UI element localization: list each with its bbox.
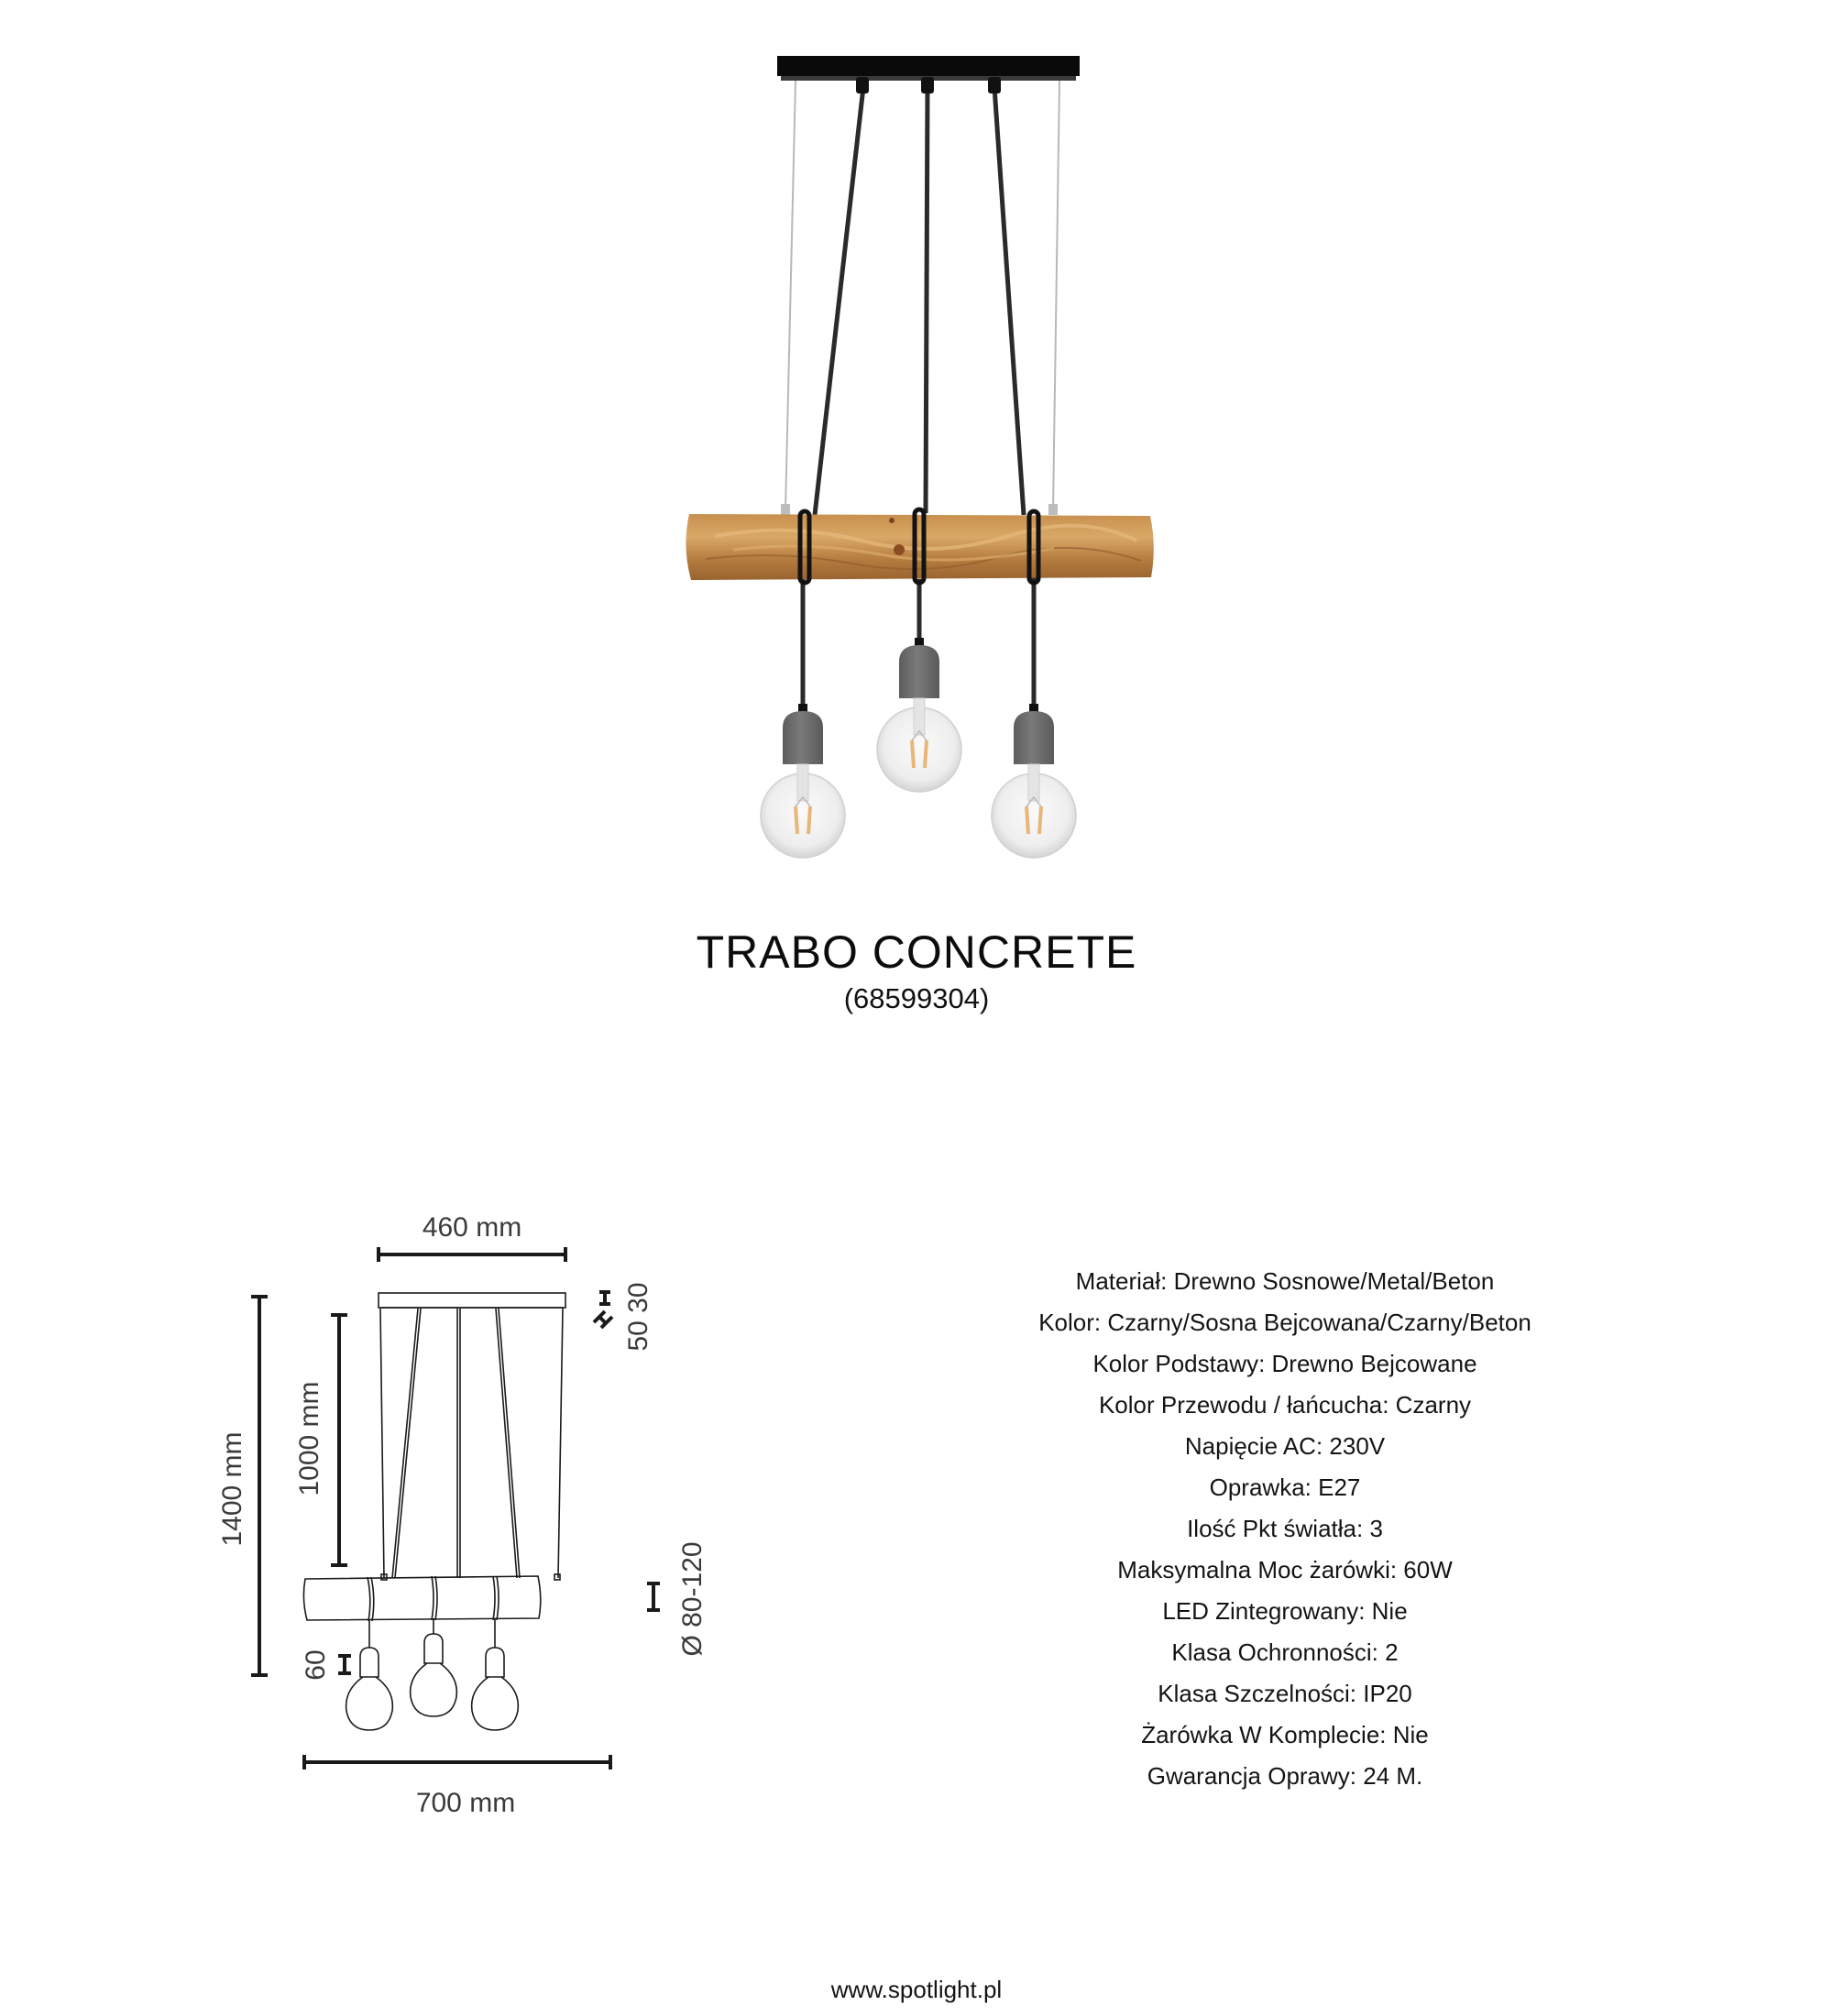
spec-item: Gwarancja Oprawy: 24 M. [1147,1762,1423,1790]
dim-label-width-top: 460 mm [422,1212,522,1243]
dim-label-height-cable: 1000 mm [294,1381,324,1496]
spec-item: Maksymalna Moc żarówki: 60W [1117,1556,1453,1583]
spec-item: Klasa Ochronności: 2 [1171,1638,1399,1666]
pendant-bulb-icon [877,638,961,792]
dim-line-bottom [304,1755,610,1769]
spec-item: Materiał: Drewno Sosnowe/Metal/Beton [1075,1267,1495,1295]
ceiling-canopy-icon [777,56,1080,93]
wood-beam-icon [686,509,1153,583]
dim-label-diameter: Ø 80-120 [677,1541,708,1657]
pendant-bulb-icon [761,704,845,858]
spec-item: Kolor Przewodu / łańcucha: Czarny [1098,1391,1472,1419]
spec-item: Oprawka: E27 [1209,1474,1361,1501]
spec-item: Klasa Szczelności: IP20 [1158,1680,1412,1707]
dim-label-socket: 60 [301,1649,331,1681]
spec-item: Ilość Pkt światła: 3 [1187,1515,1383,1542]
dim-line-cable [331,1315,347,1565]
product-photo [0,0,1833,880]
technical-drawing [183,1191,752,1833]
spec-item: Żarówka W Komplecie: Nie [1141,1721,1429,1748]
dim-label-height-total: 1400 mm [217,1431,247,1547]
pendant-bulb-icon [992,704,1076,858]
spec-item: Kolor: Czarny/Sosna Bejcowana/Czarny/Beton [1038,1309,1531,1336]
spec-item: Kolor Podstawy: Drewno Bejcowane [1092,1350,1477,1377]
spec-item: Napięcie AC: 230V [1184,1432,1386,1460]
power-cables [803,87,1034,707]
dim-label-width-bottom: 700 mm [415,1788,516,1818]
dim-label-canopy: 50 30 [623,1282,653,1352]
product-code: (68599304) [843,982,990,1014]
website-url[interactable]: www.spotlight.pl [830,1976,1003,2003]
spec-item: LED Zintegrowany: Nie [1162,1597,1408,1625]
spec-list [964,1261,1606,1797]
dim-line-total [251,1297,268,1675]
dim-line-top [379,1247,565,1262]
product-title: TRABO CONCRETE [696,926,1137,978]
